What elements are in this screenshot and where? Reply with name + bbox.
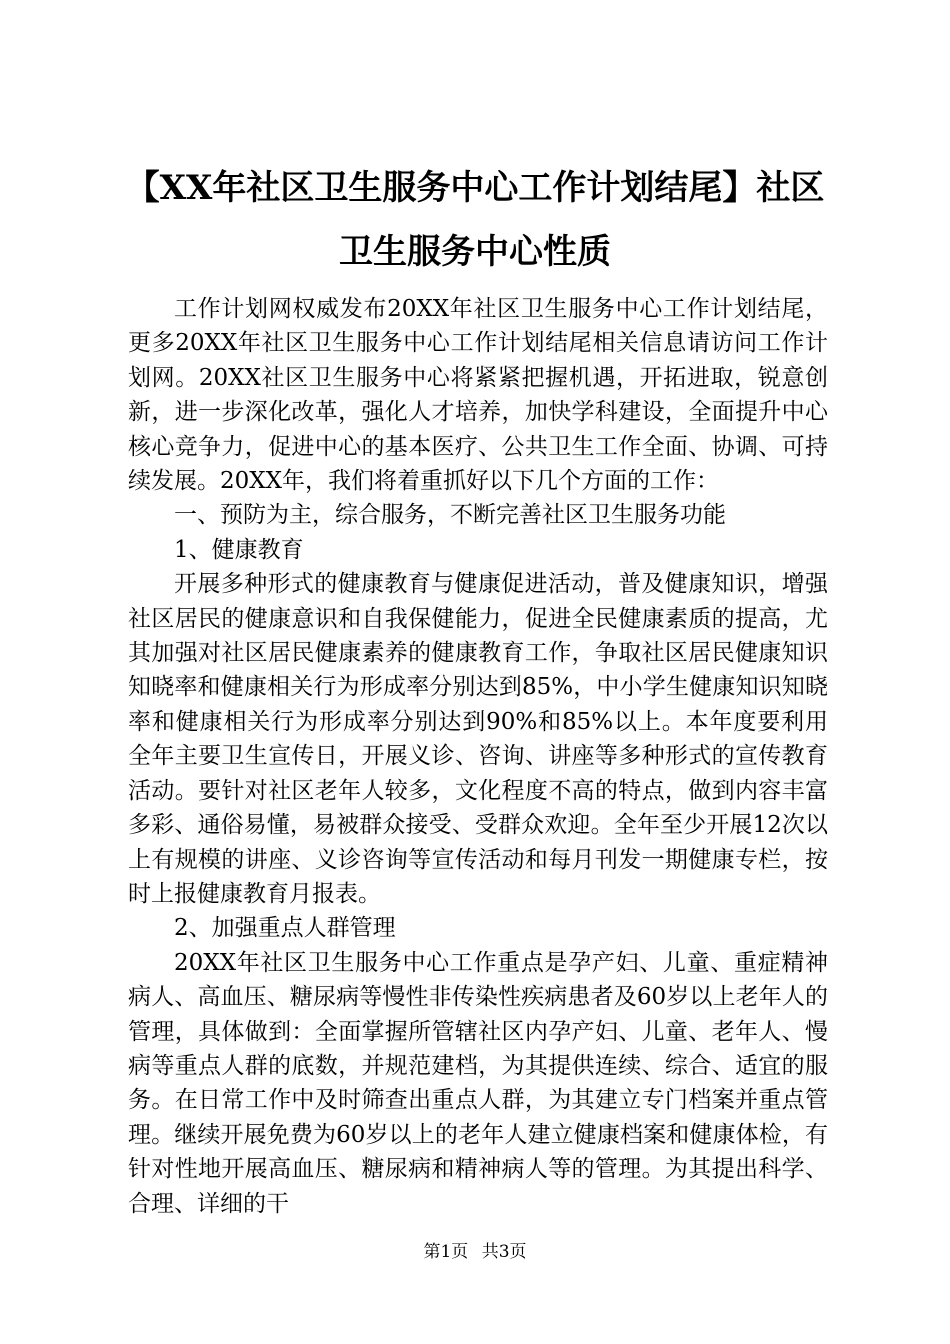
document-body — [128, 292, 828, 1221]
subsection-heading-health-education: 1、健康教育 — [174, 536, 304, 563]
subsection-heading-key-groups: 2、加强重点人群管理 — [174, 915, 396, 942]
page-footer — [0, 1240, 950, 1264]
paragraph-key-groups: 20XX年社区卫生服务中心工作重点是孕产妇、儿童、重症精神病人、高血压、糖尿病等慢性非传染性疾病患者及60岁以上老年人的管理，具体做到：全面掌握所管辖社区内孕产妇、儿童、老年人、慢病等重点人群的底数，并规范建档，为其提供连续、综合、适宜的服务。在日常工作中及时筛查出重点人群，为其建立专门档案并重点管理。继续开展免费为60岁以上的老年人建立健康档案和健康体检，有针对性地开展高血压、糖尿病和精神病人等的管理。为其提出科学、合理、详细的干 — [128, 949, 828, 1217]
page-number: 第1页 — [423, 1242, 469, 1262]
page-total: 共3页 — [481, 1242, 527, 1262]
section-heading-1: 一、预防为主，综合服务，不断完善社区卫生服务功能 — [174, 502, 726, 529]
paragraph-health-education: 开展多种形式的健康教育与健康促进活动，普及健康知识，增强社区居民的健康意识和自我保健能力，促进全民健康素质的提高，尤其加强对社区居民健康素养的健康教育工作，争取社区居民健康知识知晓率和健康相关行为形成率分别达到85%，中小学生健康知识知晓率和健康相关行为形成率分别达到90%和85%以上。本年度要利用全年主要卫生宣传日，开展义诊、咨询、讲座等多种形式的宣传教育活动。要针对社区老年人较多，文化程度不高的特点，做到内容丰富多彩、通俗易懂，易被群众接受、受群众欢迎。全年至少开展12次以上有规模的讲座、义诊咨询等宣传活动和每月刊发一期健康专栏，按时上报健康教育月报表。 — [128, 571, 828, 907]
document-title: 【XX年社区卫生服务中心工作计划结尾】社区卫生服务中心性质 — [125, 168, 825, 272]
paragraph-intro: 工作计划网权威发布20XX年社区卫生服务中心工作计划结尾，更多20XX年社区卫生服务中心工作计划结尾相关信息请访问工作计划网。20XX社区卫生服务中心将紧紧把握机遇，开拓进取，锐意创新，进一步深化改革，强化人才培养，加快学科建设，全面提升中心核心竞争力，促进中心的基本医疗、公共卫生工作全面、协调、可持续发展。20XX年，我们将着重抓好以下几个方面的工作： — [128, 296, 828, 495]
